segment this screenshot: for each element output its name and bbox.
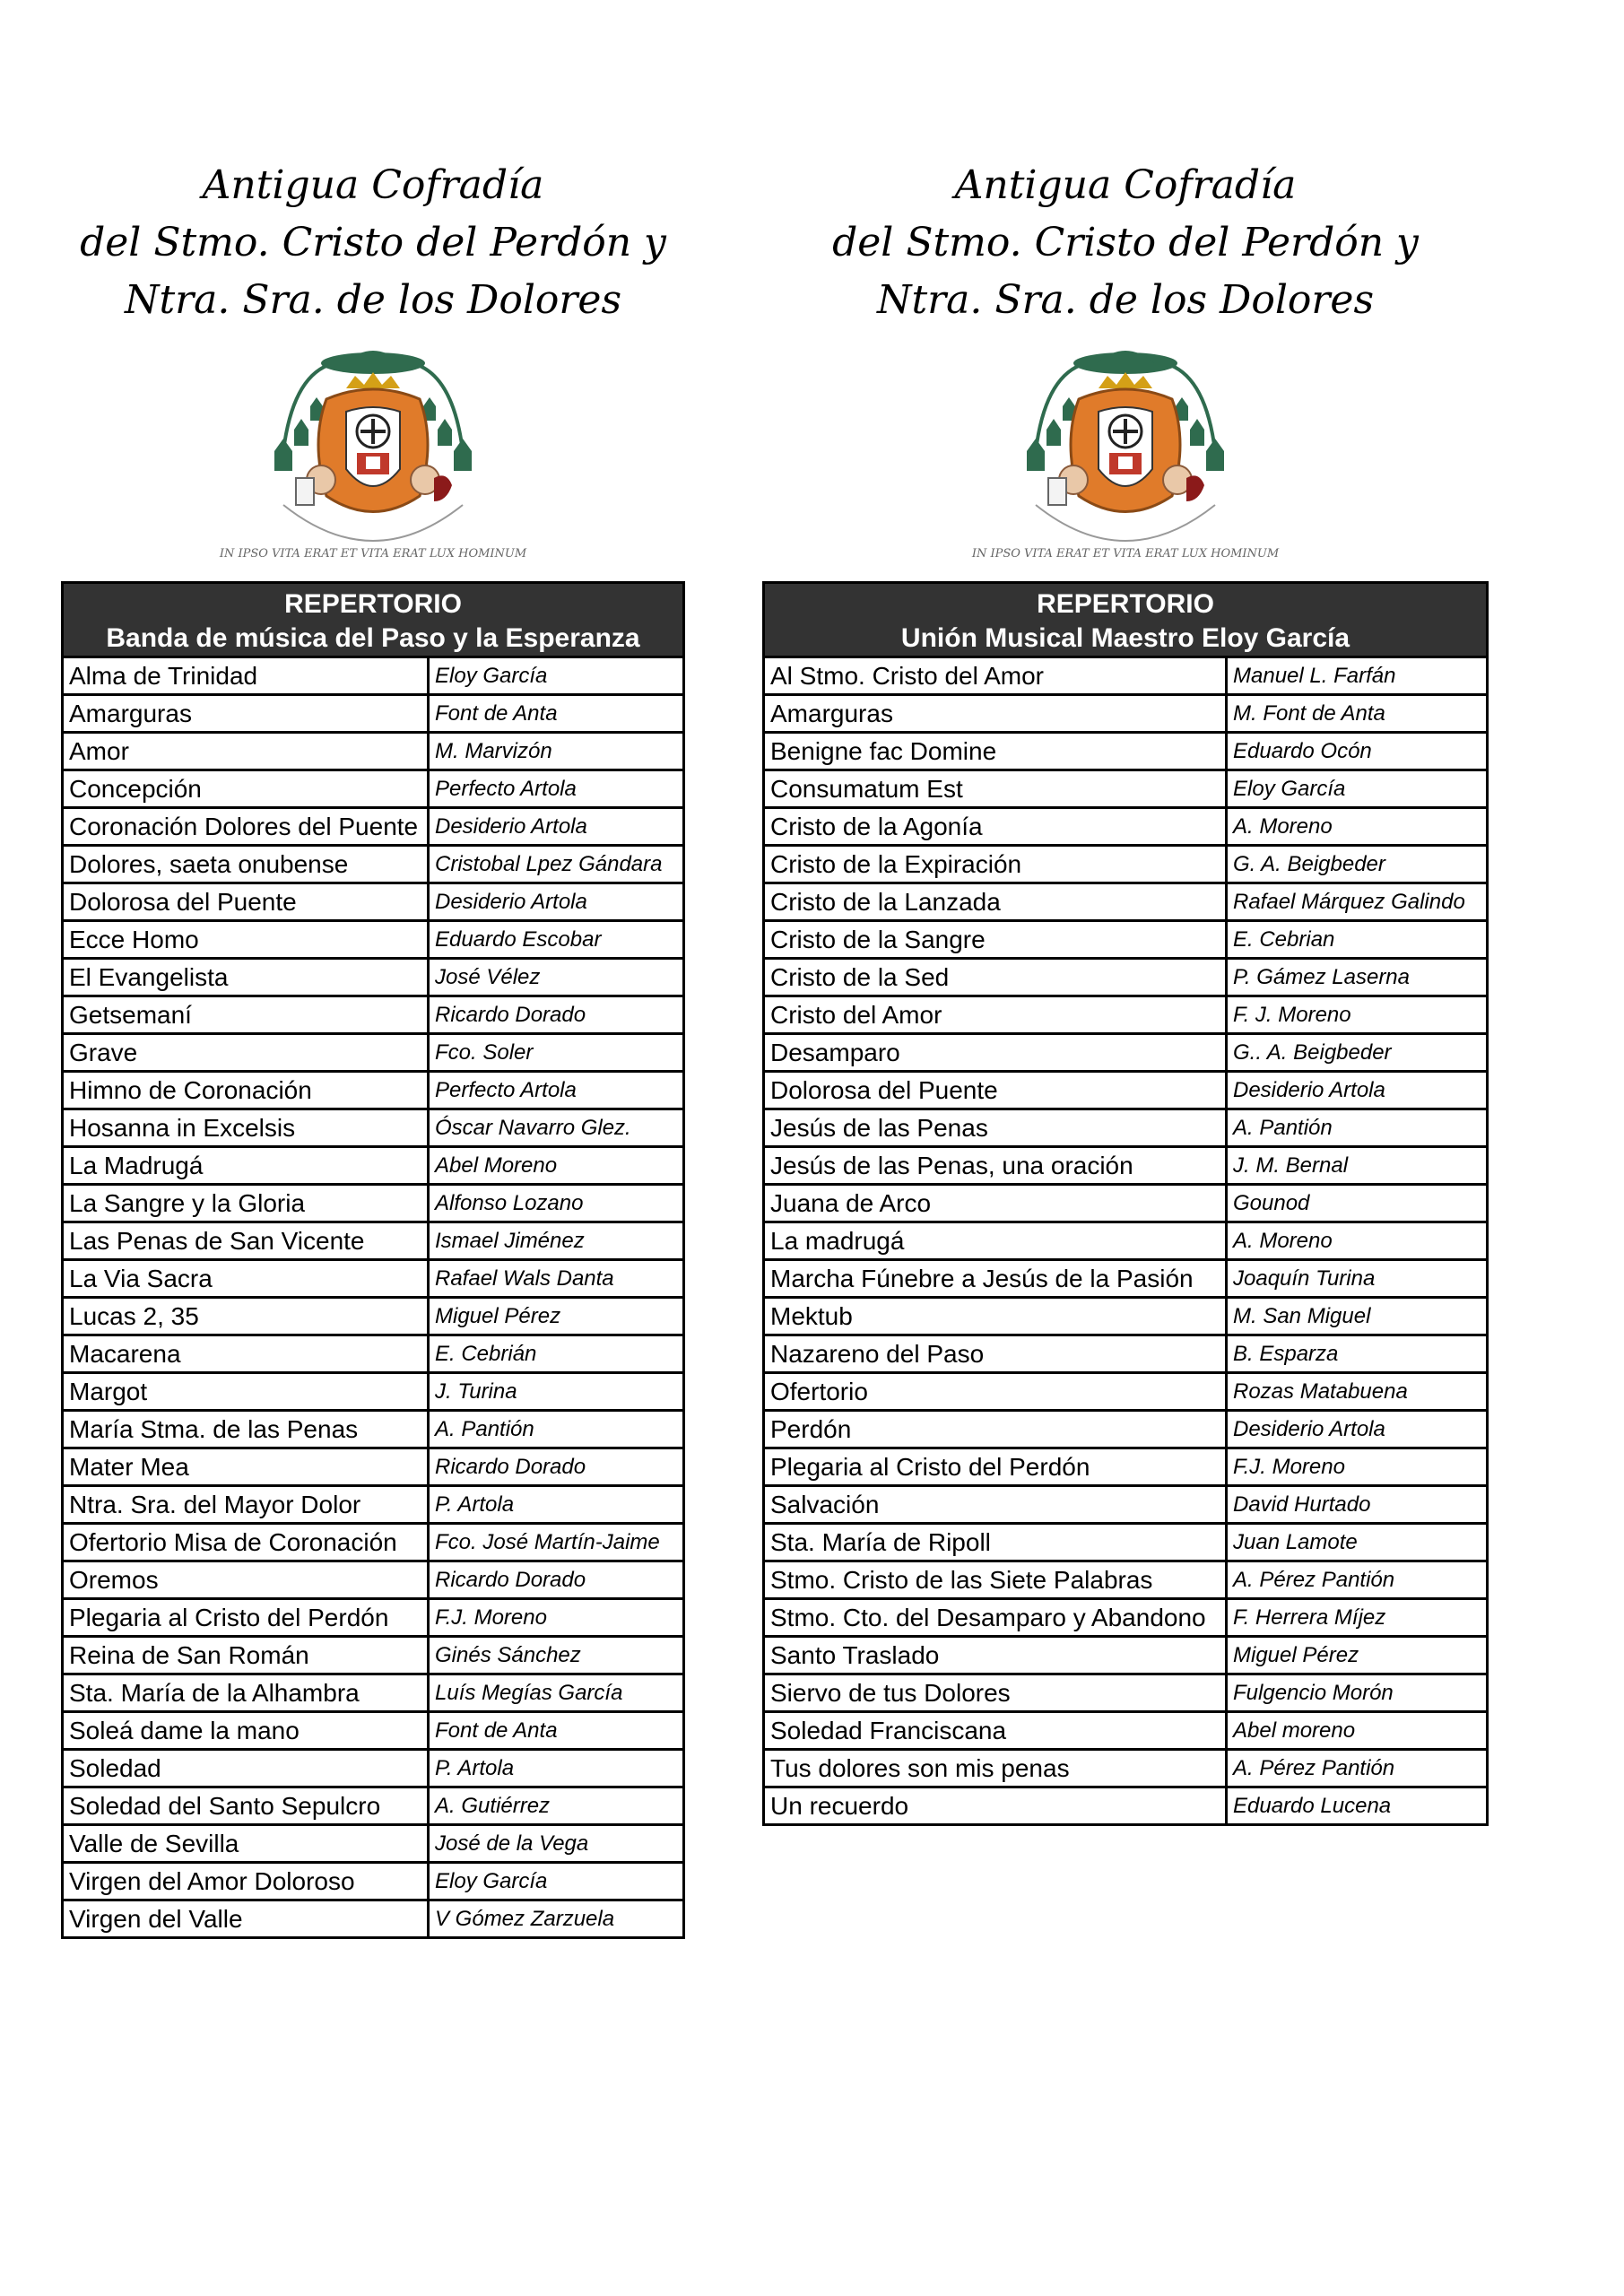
brotherhood-header (61, 157, 685, 329)
table-row (63, 1712, 684, 1750)
composer-name: Miguel Pérez (429, 1298, 684, 1335)
table-subtitle: Banda de música del Paso y la Esperanza (106, 623, 640, 653)
composer-name: Ricardo Dorado (429, 1561, 684, 1599)
piece-title: Stmo. Cto. del Desamparo y Abandono (764, 1599, 1227, 1637)
piece-title: El Evangelista (63, 959, 429, 996)
composer-name: A. Pérez Pantión (1227, 1561, 1488, 1599)
piece-title: Las Penas de San Vicente (63, 1222, 429, 1260)
composer-name: A. Moreno (1227, 1222, 1488, 1260)
piece-title: Perdón (764, 1411, 1227, 1448)
composer-name: P. Artola (429, 1486, 684, 1524)
header-line: del Stmo. Cristo del Perdón y (80, 220, 666, 265)
table-row (764, 733, 1488, 770)
composer-name: Font de Anta (429, 1712, 684, 1750)
piece-title: Cristo de la Expiración (764, 846, 1227, 883)
table-row (63, 1900, 684, 1938)
piece-title: Soleá dame la mano (63, 1712, 429, 1750)
table-row (63, 1411, 684, 1448)
composer-name: P. Artola (429, 1750, 684, 1787)
table-row (63, 846, 684, 883)
composer-name: Ismael Jiménez (429, 1222, 684, 1260)
header-line: Ntra. Sra. de los Dolores (124, 277, 622, 323)
piece-title: Un recuerdo (764, 1787, 1227, 1825)
composer-name: Joaquín Turina (1227, 1260, 1488, 1298)
table-row (764, 1222, 1488, 1260)
piece-title: María Stma. de las Penas (63, 1411, 429, 1448)
composer-name: Alfonso Lozano (429, 1185, 684, 1222)
crest-motto: IN IPSO VITA ERAT ET VITA ERAT LUX HOMINUM (219, 547, 527, 561)
piece-title: Cristo de la Agonía (764, 808, 1227, 846)
piece-title: Consumatum Est (764, 770, 1227, 808)
table-row (63, 733, 684, 770)
piece-title: Dolorosa del Puente (764, 1072, 1227, 1109)
table-row (764, 657, 1488, 695)
composer-name: Gounod (1227, 1185, 1488, 1222)
table-row (764, 770, 1488, 808)
composer-name: B. Esparza (1227, 1335, 1488, 1373)
composer-name: M. San Miguel (1227, 1298, 1488, 1335)
piece-title: Cristo del Amor (764, 996, 1227, 1034)
table-row (764, 1712, 1488, 1750)
composer-name: P. Gámez Laserna (1227, 959, 1488, 996)
table-row (63, 996, 684, 1034)
table-row (764, 883, 1488, 921)
composer-name: M. Font de Anta (1227, 695, 1488, 733)
table-row (764, 1674, 1488, 1712)
repertoire-table (762, 581, 1489, 1826)
header-line: del Stmo. Cristo del Perdón y (832, 220, 1419, 265)
header-line: Antigua Cofradía (202, 162, 544, 208)
table-row (63, 1034, 684, 1072)
composer-name: Luís Megías García (429, 1674, 684, 1712)
composer-name: Eduardo Ocón (1227, 733, 1488, 770)
composer-name: Cristobal Lpez Gándara (429, 846, 684, 883)
composer-name: Abel moreno (1227, 1712, 1488, 1750)
table-row (63, 695, 684, 733)
piece-title: Margot (63, 1373, 429, 1411)
table-row (63, 657, 684, 695)
composer-name: Eloy García (1227, 770, 1488, 808)
composer-name: G.. A. Beigbeder (1227, 1034, 1488, 1072)
composer-name: Rafael Wals Danta (429, 1260, 684, 1298)
table-title: REPERTORIO (1037, 589, 1214, 619)
table-row (63, 1561, 684, 1599)
composer-name: Eloy García (429, 657, 684, 695)
table-row (764, 1561, 1488, 1599)
piece-title: Nazareno del Paso (764, 1335, 1227, 1373)
piece-title: Mektub (764, 1298, 1227, 1335)
composer-name: A. Gutiérrez (429, 1787, 684, 1825)
piece-title: Amor (63, 733, 429, 770)
piece-title: Marcha Fúnebre a Jesús de la Pasión (764, 1260, 1227, 1298)
table-row (764, 1787, 1488, 1825)
header-line: Ntra. Sra. de los Dolores (876, 277, 1375, 323)
piece-title: Amarguras (764, 695, 1227, 733)
composer-name: A. Moreno (1227, 808, 1488, 846)
composer-name: F. Herrera Míjez (1227, 1599, 1488, 1637)
composer-name: Eloy García (429, 1863, 684, 1900)
piece-title: La Sangre y la Gloria (63, 1185, 429, 1222)
piece-title: Santo Traslado (764, 1637, 1227, 1674)
table-header (764, 583, 1488, 657)
table-row (63, 1335, 684, 1373)
table-row (63, 1637, 684, 1674)
table-row (764, 1109, 1488, 1147)
composer-name: V Gómez Zarzuela (429, 1900, 684, 1938)
piece-title: Jesús de las Penas (764, 1109, 1227, 1147)
table-row (764, 996, 1488, 1034)
table-header (63, 583, 684, 657)
table-row (63, 808, 684, 846)
composer-name: Eduardo Escobar (429, 921, 684, 959)
piece-title: La Via Sacra (63, 1260, 429, 1298)
piece-title: Cristo de la Lanzada (764, 883, 1227, 921)
piece-title: Grave (63, 1034, 429, 1072)
composer-name: Desiderio Artola (429, 808, 684, 846)
table-subtitle: Unión Musical Maestro Eloy García (900, 623, 1350, 653)
composer-name: F.J. Moreno (1227, 1448, 1488, 1486)
table-row (63, 1147, 684, 1185)
brotherhood-header (762, 157, 1489, 329)
table-row (63, 1185, 684, 1222)
table-row (764, 1072, 1488, 1109)
table-row (764, 1298, 1488, 1335)
coat-of-arms-icon (971, 344, 1280, 568)
table-title: REPERTORIO (284, 589, 462, 619)
table-row (764, 1599, 1488, 1637)
piece-title: Cristo de la Sed (764, 959, 1227, 996)
composer-name: Eduardo Lucena (1227, 1787, 1488, 1825)
table-row (63, 1109, 684, 1147)
table-row (764, 1034, 1488, 1072)
piece-title: Coronación Dolores del Puente (63, 808, 429, 846)
piece-title: Lucas 2, 35 (63, 1298, 429, 1335)
piece-title: Stmo. Cristo de las Siete Palabras (764, 1561, 1227, 1599)
piece-title: Virgen del Amor Doloroso (63, 1863, 429, 1900)
piece-title: Al Stmo. Cristo del Amor (764, 657, 1227, 695)
table-row (63, 1373, 684, 1411)
table-row (63, 959, 684, 996)
composer-name: Desiderio Artola (429, 883, 684, 921)
composer-name: G. A. Beigbeder (1227, 846, 1488, 883)
composer-name: Rafael Márquez Galindo (1227, 883, 1488, 921)
table-row (764, 1750, 1488, 1787)
composer-name: F.J. Moreno (429, 1599, 684, 1637)
table-row (63, 1298, 684, 1335)
composer-name: Font de Anta (429, 695, 684, 733)
piece-title: Ntra. Sra. del Mayor Dolor (63, 1486, 429, 1524)
piece-title: Macarena (63, 1335, 429, 1373)
table-row (63, 1674, 684, 1712)
composer-name: A. Pantión (429, 1411, 684, 1448)
piece-title: Benigne fac Domine (764, 733, 1227, 770)
header-line: Antigua Cofradía (954, 162, 1297, 208)
table-row (764, 1335, 1488, 1373)
piece-title: Oremos (63, 1561, 429, 1599)
table-row (764, 1411, 1488, 1448)
piece-title: Amarguras (63, 695, 429, 733)
piece-title: Siervo de tus Dolores (764, 1674, 1227, 1712)
piece-title: Desamparo (764, 1034, 1227, 1072)
table-row (63, 1750, 684, 1787)
composer-name: M. Marvizón (429, 733, 684, 770)
piece-title: Plegaria al Cristo del Perdón (63, 1599, 429, 1637)
table-row (63, 770, 684, 808)
composer-name: E. Cebrián (429, 1335, 684, 1373)
table-row (63, 1486, 684, 1524)
table-row (764, 846, 1488, 883)
piece-title: Ecce Homo (63, 921, 429, 959)
piece-title: Cristo de la Sangre (764, 921, 1227, 959)
table-row (764, 1448, 1488, 1486)
piece-title: Mater Mea (63, 1448, 429, 1486)
piece-title: Ofertorio (764, 1373, 1227, 1411)
composer-name: A. Pantión (1227, 1109, 1488, 1147)
composer-name: Manuel L. Farfán (1227, 657, 1488, 695)
table-row (764, 1373, 1488, 1411)
piece-title: Soledad Franciscana (764, 1712, 1227, 1750)
table-body (764, 657, 1488, 1825)
composer-name: F. J. Moreno (1227, 996, 1488, 1034)
table-row (764, 808, 1488, 846)
piece-title: Salvación (764, 1486, 1227, 1524)
composer-name: J. Turina (429, 1373, 684, 1411)
composer-name: A. Pérez Pantión (1227, 1750, 1488, 1787)
composer-name: Juan Lamote (1227, 1524, 1488, 1561)
composer-name: Fco. Soler (429, 1034, 684, 1072)
table-row (764, 1486, 1488, 1524)
piece-title: Juana de Arco (764, 1185, 1227, 1222)
table-row (63, 1222, 684, 1260)
table-row (764, 695, 1488, 733)
table-row (63, 921, 684, 959)
composer-name: Ginés Sánchez (429, 1637, 684, 1674)
repertoire-table (61, 581, 685, 1939)
piece-title: Virgen del Valle (63, 1900, 429, 1938)
piece-title: Soledad (63, 1750, 429, 1787)
composer-name: Ricardo Dorado (429, 1448, 684, 1486)
composer-name: José de la Vega (429, 1825, 684, 1863)
composer-name: David Hurtado (1227, 1486, 1488, 1524)
piece-title: Sta. María de la Alhambra (63, 1674, 429, 1712)
piece-title: Ofertorio Misa de Coronación (63, 1524, 429, 1561)
piece-title: Himno de Coronación (63, 1072, 429, 1109)
table-row (63, 883, 684, 921)
piece-title: La madrugá (764, 1222, 1227, 1260)
piece-title: Getsemaní (63, 996, 429, 1034)
table-row (63, 1599, 684, 1637)
composer-name: Perfecto Artola (429, 770, 684, 808)
piece-title: Valle de Sevilla (63, 1825, 429, 1863)
table-row (63, 1825, 684, 1863)
piece-title: Dolores, saeta onubense (63, 846, 429, 883)
composer-name: Abel Moreno (429, 1147, 684, 1185)
table-row (764, 1524, 1488, 1561)
piece-title: Sta. María de Ripoll (764, 1524, 1227, 1561)
piece-title: Dolorosa del Puente (63, 883, 429, 921)
piece-title: Tus dolores son mis penas (764, 1750, 1227, 1787)
table-row (764, 1185, 1488, 1222)
table-row (764, 1637, 1488, 1674)
composer-name: J. M. Bernal (1227, 1147, 1488, 1185)
table-row (63, 1524, 684, 1561)
composer-name: Perfecto Artola (429, 1072, 684, 1109)
piece-title: Alma de Trinidad (63, 657, 429, 695)
piece-title: Hosanna in Excelsis (63, 1109, 429, 1147)
composer-name: Ricardo Dorado (429, 996, 684, 1034)
table-body (63, 657, 684, 1938)
composer-name: Miguel Pérez (1227, 1637, 1488, 1674)
piece-title: Soledad del Santo Sepulcro (63, 1787, 429, 1825)
composer-name: Óscar Navarro Glez. (429, 1109, 684, 1147)
table-row (63, 1448, 684, 1486)
coat-of-arms-icon (219, 344, 527, 568)
table-row (63, 1260, 684, 1298)
table-row (764, 959, 1488, 996)
crest-motto: IN IPSO VITA ERAT ET VITA ERAT LUX HOMINUM (971, 547, 1280, 561)
table-row (764, 1260, 1488, 1298)
table-row (63, 1072, 684, 1109)
table-row (764, 1147, 1488, 1185)
table-row (63, 1863, 684, 1900)
composer-name: E. Cebrian (1227, 921, 1488, 959)
piece-title: Jesús de las Penas, una oración (764, 1147, 1227, 1185)
composer-name: Desiderio Artola (1227, 1411, 1488, 1448)
piece-title: Reina de San Román (63, 1637, 429, 1674)
piece-title: Concepción (63, 770, 429, 808)
piece-title: Plegaria al Cristo del Perdón (764, 1448, 1227, 1486)
composer-name: Fco. José Martín-Jaime (429, 1524, 684, 1561)
composer-name: Rozas Matabuena (1227, 1373, 1488, 1411)
table-row (764, 921, 1488, 959)
composer-name: José Vélez (429, 959, 684, 996)
table-row (63, 1787, 684, 1825)
piece-title: La Madrugá (63, 1147, 429, 1185)
composer-name: Fulgencio Morón (1227, 1674, 1488, 1712)
composer-name: Desiderio Artola (1227, 1072, 1488, 1109)
